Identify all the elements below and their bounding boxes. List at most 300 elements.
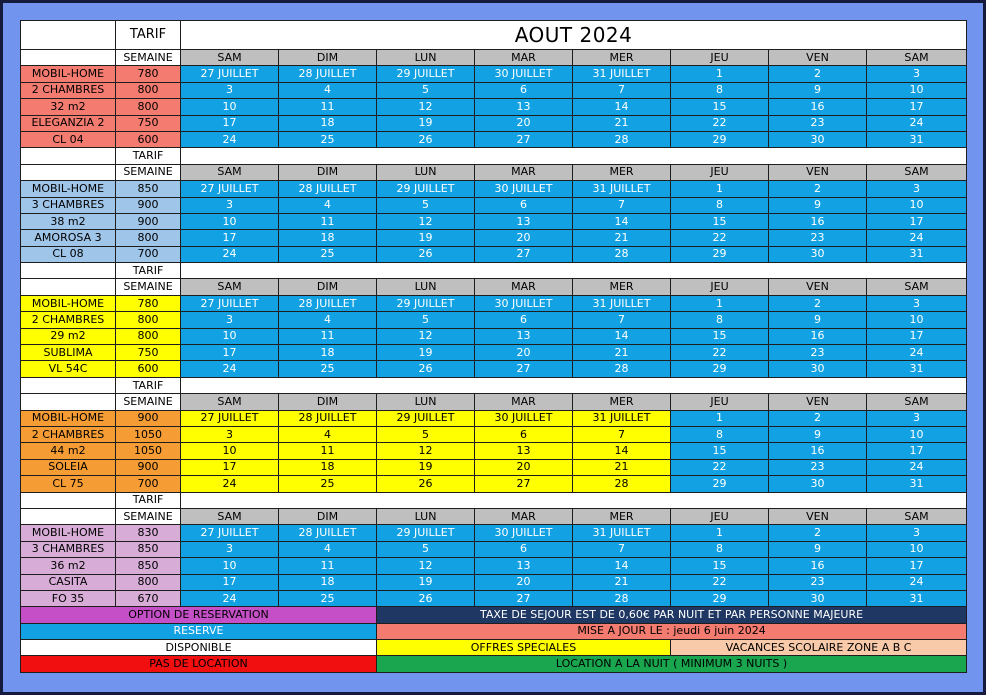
week-day-header-row: [21, 50, 967, 66]
weekly-price: 850: [116, 181, 181, 197]
date-cell: 23: [769, 459, 867, 475]
unit-description: 29 m2: [21, 328, 116, 344]
date-cell: 21: [573, 345, 671, 361]
mobil-home-row: [21, 443, 967, 459]
weekly-price: 900: [116, 459, 181, 475]
date-cell: 22: [671, 574, 769, 590]
date-cell: 17: [867, 443, 967, 459]
blank-cell: [181, 377, 967, 393]
semaine-label: SEMAINE: [116, 50, 181, 66]
planning-table: [20, 20, 967, 673]
semaine-label: SEMAINE: [116, 279, 181, 295]
day-header-ven: VEN: [769, 394, 867, 410]
mobil-home-row: [21, 459, 967, 475]
date-cell: 14: [573, 558, 671, 574]
date-cell: 30 JUILLET: [475, 295, 573, 311]
mobil-home-row: [21, 99, 967, 115]
unit-description: CL 75: [21, 476, 116, 492]
date-cell: 2: [769, 410, 867, 426]
date-cell: 1: [671, 181, 769, 197]
date-cell: 11: [279, 443, 377, 459]
date-cell: 12: [377, 328, 475, 344]
mobil-home-row: [21, 312, 967, 328]
mobil-home-row: [21, 115, 967, 131]
date-cell: 5: [377, 312, 475, 328]
legend-row: [21, 656, 967, 672]
date-cell: 31 JUILLET: [573, 181, 671, 197]
weekly-price: 830: [116, 525, 181, 541]
date-cell: 3: [181, 197, 279, 213]
semaine-label: SEMAINE: [116, 394, 181, 410]
mobil-home-row: [21, 410, 967, 426]
date-cell: 25: [279, 131, 377, 147]
date-cell: 31: [867, 131, 967, 147]
date-cell: 11: [279, 558, 377, 574]
day-header-mar: MAR: [475, 164, 573, 180]
weekly-price: 900: [116, 213, 181, 229]
week-day-header-row: [21, 394, 967, 410]
date-cell: 6: [475, 197, 573, 213]
unit-description: 3 CHAMBRES: [21, 541, 116, 557]
weekly-price: 800: [116, 328, 181, 344]
mobil-home-row: [21, 131, 967, 147]
day-header-mar: MAR: [475, 279, 573, 295]
date-cell: 7: [573, 541, 671, 557]
date-cell: 25: [279, 361, 377, 377]
blank-cell: [21, 50, 116, 66]
date-cell: 1: [671, 66, 769, 82]
day-header-sam: SAM: [867, 50, 967, 66]
day-header-dim: DIM: [279, 279, 377, 295]
date-cell: 14: [573, 99, 671, 115]
date-cell: 11: [279, 213, 377, 229]
tarif-header: TARIF: [116, 21, 181, 50]
date-cell: 19: [377, 345, 475, 361]
date-cell: 6: [475, 82, 573, 98]
date-cell: 20: [475, 230, 573, 246]
weekly-price: 780: [116, 295, 181, 311]
date-cell: 27 JUILLET: [181, 66, 279, 82]
date-cell: 12: [377, 213, 475, 229]
date-cell: 10: [867, 197, 967, 213]
date-cell: 22: [671, 459, 769, 475]
mobil-home-row: [21, 230, 967, 246]
date-cell: 28 JUILLET: [279, 410, 377, 426]
date-cell: 15: [671, 99, 769, 115]
weekly-price: 780: [116, 66, 181, 82]
day-header-dim: DIM: [279, 164, 377, 180]
date-cell: 29: [671, 476, 769, 492]
blank-cell: [21, 394, 116, 410]
day-header-mer: MER: [573, 164, 671, 180]
mobil-home-row: [21, 476, 967, 492]
mobil-home-row: [21, 590, 967, 606]
mobil-home-row: [21, 213, 967, 229]
date-cell: 17: [181, 345, 279, 361]
date-cell: 19: [377, 115, 475, 131]
weekly-price: 800: [116, 574, 181, 590]
date-cell: 8: [671, 312, 769, 328]
date-cell: 21: [573, 459, 671, 475]
weekly-price: 600: [116, 131, 181, 147]
date-cell: 8: [671, 541, 769, 557]
day-header-mer: MER: [573, 394, 671, 410]
blank-cell: [21, 148, 116, 164]
day-header-ven: VEN: [769, 279, 867, 295]
legend-reserve: RESERVE: [21, 623, 377, 639]
tarif-label: TARIF: [116, 148, 181, 164]
date-cell: 23: [769, 115, 867, 131]
day-header-lun: LUN: [377, 508, 475, 524]
date-cell: 18: [279, 345, 377, 361]
unit-description: MOBIL-HOME: [21, 525, 116, 541]
date-cell: 13: [475, 558, 573, 574]
date-cell: 10: [181, 443, 279, 459]
date-cell: 16: [769, 558, 867, 574]
semaine-label: SEMAINE: [116, 164, 181, 180]
unit-description: 44 m2: [21, 443, 116, 459]
day-header-jeu: JEU: [671, 508, 769, 524]
date-cell: 25: [279, 590, 377, 606]
mobil-home-row: [21, 541, 967, 557]
date-cell: 28 JUILLET: [279, 295, 377, 311]
mobil-home-row: [21, 295, 967, 311]
date-cell: 25: [279, 246, 377, 262]
weekly-price: 850: [116, 541, 181, 557]
date-cell: 13: [475, 443, 573, 459]
legend-row: [21, 607, 967, 623]
date-cell: 14: [573, 213, 671, 229]
unit-description: MOBIL-HOME: [21, 295, 116, 311]
date-cell: 24: [181, 361, 279, 377]
mobil-home-row: [21, 197, 967, 213]
date-cell: 30 JUILLET: [475, 410, 573, 426]
date-cell: 17: [867, 558, 967, 574]
day-header-dim: DIM: [279, 50, 377, 66]
day-header-sam: SAM: [867, 508, 967, 524]
unit-description: CASITA: [21, 574, 116, 590]
day-header-ven: VEN: [769, 164, 867, 180]
day-header-ven: VEN: [769, 508, 867, 524]
date-cell: 22: [671, 115, 769, 131]
weekly-price: 750: [116, 115, 181, 131]
day-header-lun: LUN: [377, 394, 475, 410]
date-cell: 12: [377, 99, 475, 115]
blank-cell: [21, 377, 116, 393]
weekly-price: 750: [116, 345, 181, 361]
mobil-home-row: [21, 328, 967, 344]
tourist-tax-notice: TAXE DE SEJOUR EST DE 0,60€ PAR NUIT ET PAR PERSONNE MAJEURE: [377, 607, 967, 623]
unit-description: CL 04: [21, 131, 116, 147]
date-cell: 4: [279, 197, 377, 213]
date-cell: 4: [279, 541, 377, 557]
date-cell: 2: [769, 66, 867, 82]
date-cell: 4: [279, 426, 377, 442]
unit-description: 36 m2: [21, 558, 116, 574]
legend-vacances-scolaires: VACANCES SCOLAIRE ZONE A B C: [671, 640, 967, 656]
blank-cell: [21, 164, 116, 180]
date-cell: 5: [377, 426, 475, 442]
date-cell: 24: [867, 574, 967, 590]
weekly-price: 800: [116, 230, 181, 246]
day-header-dim: DIM: [279, 508, 377, 524]
date-cell: 17: [181, 115, 279, 131]
date-cell: 24: [181, 246, 279, 262]
date-cell: 25: [279, 476, 377, 492]
weekly-price: 700: [116, 246, 181, 262]
date-cell: 28 JUILLET: [279, 525, 377, 541]
date-cell: 16: [769, 99, 867, 115]
date-cell: 26: [377, 361, 475, 377]
update-date-notice: MISE A JOUR LE : jeudi 6 juin 2024: [377, 623, 967, 639]
unit-description: FO 35: [21, 590, 116, 606]
date-cell: 28: [573, 246, 671, 262]
date-cell: 10: [181, 558, 279, 574]
day-header-jeu: JEU: [671, 394, 769, 410]
date-cell: 27: [475, 476, 573, 492]
day-header-sam: SAM: [181, 508, 279, 524]
date-cell: 15: [671, 213, 769, 229]
date-cell: 2: [769, 525, 867, 541]
day-header-jeu: JEU: [671, 50, 769, 66]
week-day-header-row: [21, 279, 967, 295]
date-cell: 12: [377, 558, 475, 574]
date-cell: 19: [377, 230, 475, 246]
date-cell: 3: [867, 181, 967, 197]
tarif-row: [21, 377, 967, 393]
unit-description: VL 54C: [21, 361, 116, 377]
date-cell: 29 JUILLET: [377, 181, 475, 197]
weekly-price: 1050: [116, 443, 181, 459]
date-cell: 22: [671, 345, 769, 361]
date-cell: 19: [377, 459, 475, 475]
date-cell: 30: [769, 361, 867, 377]
unit-description: 2 CHAMBRES: [21, 312, 116, 328]
date-cell: 17: [867, 213, 967, 229]
weekly-price: 1050: [116, 426, 181, 442]
weekly-price: 900: [116, 410, 181, 426]
tarif-label: TARIF: [116, 377, 181, 393]
date-cell: 1: [671, 525, 769, 541]
date-cell: 27: [475, 246, 573, 262]
date-cell: 17: [181, 459, 279, 475]
blank-cell: [181, 492, 967, 508]
date-cell: 8: [671, 82, 769, 98]
blank-cell: [21, 508, 116, 524]
date-cell: 20: [475, 574, 573, 590]
mobil-home-row: [21, 246, 967, 262]
date-cell: 3: [181, 312, 279, 328]
date-cell: 18: [279, 115, 377, 131]
date-cell: 24: [867, 115, 967, 131]
date-cell: 29 JUILLET: [377, 295, 475, 311]
date-cell: 9: [769, 541, 867, 557]
date-cell: 17: [867, 99, 967, 115]
date-cell: 3: [867, 525, 967, 541]
date-cell: 16: [769, 213, 867, 229]
date-cell: 31: [867, 361, 967, 377]
date-cell: 5: [377, 197, 475, 213]
title-row: [21, 21, 967, 50]
date-cell: 13: [475, 328, 573, 344]
date-cell: 10: [181, 99, 279, 115]
date-cell: 22: [671, 230, 769, 246]
date-cell: 18: [279, 459, 377, 475]
date-cell: 29 JUILLET: [377, 410, 475, 426]
date-cell: 30: [769, 131, 867, 147]
day-header-sam: SAM: [867, 279, 967, 295]
date-cell: 10: [867, 312, 967, 328]
date-cell: 14: [573, 328, 671, 344]
date-cell: 9: [769, 426, 867, 442]
date-cell: 5: [377, 541, 475, 557]
date-cell: 24: [181, 131, 279, 147]
date-cell: 9: [769, 312, 867, 328]
unit-description: 2 CHAMBRES: [21, 82, 116, 98]
date-cell: 20: [475, 459, 573, 475]
week-day-header-row: [21, 164, 967, 180]
unit-description: 32 m2: [21, 99, 116, 115]
date-cell: 11: [279, 328, 377, 344]
blank-cell: [181, 263, 967, 279]
date-cell: 26: [377, 246, 475, 262]
date-cell: 29 JUILLET: [377, 66, 475, 82]
date-cell: 29: [671, 246, 769, 262]
unit-description: MOBIL-HOME: [21, 410, 116, 426]
tarif-row: [21, 492, 967, 508]
day-header-jeu: JEU: [671, 164, 769, 180]
date-cell: 9: [769, 197, 867, 213]
weekly-price: 700: [116, 476, 181, 492]
date-cell: 23: [769, 230, 867, 246]
date-cell: 27 JUILLET: [181, 181, 279, 197]
weekly-price: 850: [116, 558, 181, 574]
date-cell: 3: [867, 410, 967, 426]
tarif-row: [21, 148, 967, 164]
day-header-mar: MAR: [475, 394, 573, 410]
date-cell: 30: [769, 246, 867, 262]
unit-description: CL 08: [21, 246, 116, 262]
date-cell: 26: [377, 476, 475, 492]
mobil-home-row: [21, 66, 967, 82]
date-cell: 3: [181, 426, 279, 442]
date-cell: 31 JUILLET: [573, 295, 671, 311]
mobil-home-row: [21, 525, 967, 541]
date-cell: 30: [769, 590, 867, 606]
date-cell: 28 JUILLET: [279, 181, 377, 197]
date-cell: 7: [573, 197, 671, 213]
mobil-home-row: [21, 181, 967, 197]
date-cell: 24: [181, 476, 279, 492]
unit-description: MOBIL-HOME: [21, 66, 116, 82]
legend-option-reservation: OPTION DE RESERVATION: [21, 607, 377, 623]
date-cell: 16: [769, 328, 867, 344]
blank-cell: [21, 492, 116, 508]
day-header-mer: MER: [573, 508, 671, 524]
date-cell: 6: [475, 541, 573, 557]
date-cell: 24: [181, 590, 279, 606]
date-cell: 15: [671, 558, 769, 574]
date-cell: 29 JUILLET: [377, 525, 475, 541]
day-header-dim: DIM: [279, 394, 377, 410]
date-cell: 8: [671, 197, 769, 213]
mobil-home-row: [21, 558, 967, 574]
day-header-lun: LUN: [377, 164, 475, 180]
date-cell: 5: [377, 82, 475, 98]
day-header-sam: SAM: [181, 394, 279, 410]
date-cell: 24: [867, 459, 967, 475]
date-cell: 2: [769, 295, 867, 311]
date-cell: 10: [867, 82, 967, 98]
weekly-price: 800: [116, 82, 181, 98]
day-header-mer: MER: [573, 50, 671, 66]
date-cell: 28 JUILLET: [279, 66, 377, 82]
mobil-home-row: [21, 82, 967, 98]
weekly-price: 900: [116, 197, 181, 213]
day-header-sam: SAM: [181, 164, 279, 180]
weekly-price: 800: [116, 99, 181, 115]
date-cell: 2: [769, 181, 867, 197]
day-header-mar: MAR: [475, 50, 573, 66]
date-cell: 10: [867, 426, 967, 442]
date-cell: 15: [671, 328, 769, 344]
date-cell: 29: [671, 361, 769, 377]
date-cell: 13: [475, 99, 573, 115]
date-cell: 28: [573, 131, 671, 147]
date-cell: 29: [671, 590, 769, 606]
day-header-mar: MAR: [475, 508, 573, 524]
date-cell: 9: [769, 82, 867, 98]
date-cell: 4: [279, 82, 377, 98]
blank-cell: [21, 279, 116, 295]
date-cell: 6: [475, 312, 573, 328]
day-header-sam: SAM: [181, 50, 279, 66]
date-cell: 27 JUILLET: [181, 410, 279, 426]
legend-location-nuit: LOCATION A LA NUIT ( MINIMUM 3 NUITS ): [377, 656, 967, 672]
date-cell: 17: [181, 574, 279, 590]
weekly-price: 670: [116, 590, 181, 606]
date-cell: 26: [377, 590, 475, 606]
date-cell: 27 JUILLET: [181, 295, 279, 311]
date-cell: 27: [475, 361, 573, 377]
unit-description: 2 CHAMBRES: [21, 426, 116, 442]
date-cell: 7: [573, 82, 671, 98]
date-cell: 13: [475, 213, 573, 229]
date-cell: 24: [867, 230, 967, 246]
day-header-sam: SAM: [867, 394, 967, 410]
date-cell: 10: [181, 328, 279, 344]
date-cell: 7: [573, 312, 671, 328]
weekly-price: 600: [116, 361, 181, 377]
unit-description: 3 CHAMBRES: [21, 197, 116, 213]
date-cell: 11: [279, 99, 377, 115]
blank-cell: [21, 263, 116, 279]
mobil-home-row: [21, 345, 967, 361]
day-header-sam: SAM: [867, 164, 967, 180]
day-header-jeu: JEU: [671, 279, 769, 295]
mobil-home-row: [21, 361, 967, 377]
date-cell: 31: [867, 590, 967, 606]
date-cell: 15: [671, 443, 769, 459]
date-cell: 3: [181, 82, 279, 98]
date-cell: 26: [377, 131, 475, 147]
unit-description: AMOROSA 3: [21, 230, 116, 246]
date-cell: 27 JUILLET: [181, 525, 279, 541]
tarif-row: [21, 263, 967, 279]
date-cell: 31 JUILLET: [573, 525, 671, 541]
date-cell: 30 JUILLET: [475, 66, 573, 82]
date-cell: 31 JUILLET: [573, 410, 671, 426]
